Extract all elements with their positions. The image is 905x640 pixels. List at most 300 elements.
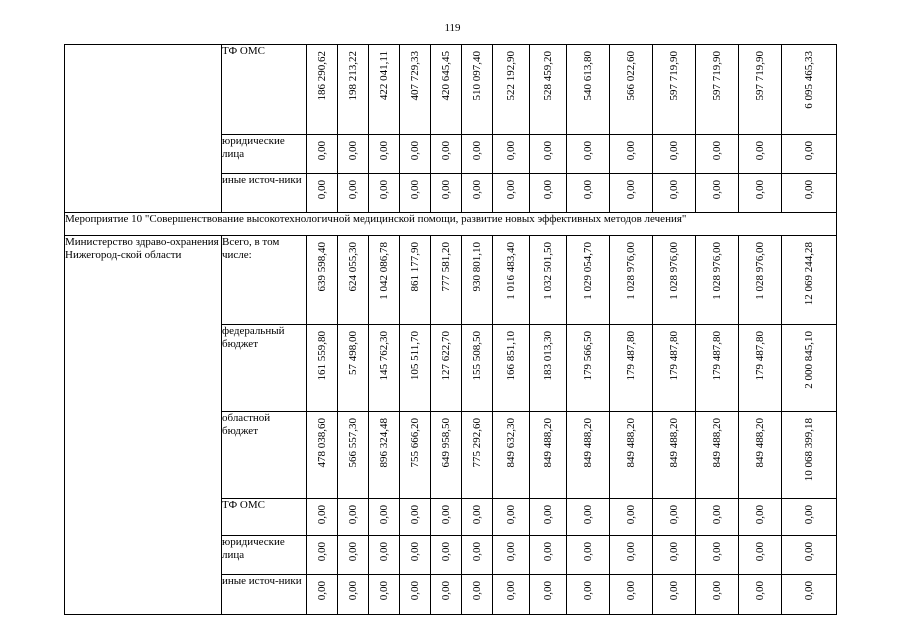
value-text: 597 719,90: [753, 51, 766, 101]
value-text: 161 559,80: [315, 331, 328, 381]
value-text: 0,00: [408, 542, 421, 562]
value-wrap: [739, 536, 781, 574]
value-wrap: [493, 499, 529, 535]
value-text: 127 622,70: [439, 331, 452, 381]
value-text: 0,00: [408, 180, 421, 200]
value-text: 0,00: [710, 141, 723, 161]
value-wrap: [369, 575, 399, 614]
value-cell: [610, 499, 653, 536]
value-text: 407 729,33: [408, 51, 421, 101]
value-cell: [610, 412, 653, 499]
value-cell: [530, 45, 567, 135]
value-cell: [782, 135, 837, 174]
value-wrap: [530, 536, 566, 574]
value-cell: [696, 45, 739, 135]
value-cell: [307, 174, 338, 213]
value-cell: [739, 412, 782, 499]
value-wrap: [431, 536, 461, 574]
event-title-cell: [65, 213, 837, 236]
value-wrap: [307, 45, 337, 134]
value-cell: [369, 135, 400, 174]
value-text: 0,00: [624, 542, 637, 562]
value-cell: [493, 236, 530, 325]
value-text: 0,00: [346, 542, 359, 562]
value-wrap: [431, 575, 461, 614]
value-cell: [610, 45, 653, 135]
value-wrap: [739, 412, 781, 498]
value-cell: [307, 575, 338, 615]
value-text: 186 290,62: [315, 51, 328, 101]
value-cell: [493, 325, 530, 412]
value-text: 0,00: [541, 505, 554, 525]
value-wrap: [530, 236, 566, 324]
value-wrap: [462, 575, 492, 614]
value-cell: [431, 575, 462, 615]
value-wrap: [696, 236, 738, 324]
value-wrap: [739, 236, 781, 324]
value-text: 639 598,40: [315, 242, 328, 292]
value-cell: [653, 174, 696, 213]
value-wrap: [400, 236, 430, 324]
value-cell: [782, 325, 837, 412]
value-wrap: [653, 174, 695, 212]
value-text: 861 177,90: [408, 242, 421, 292]
value-wrap: [567, 45, 609, 134]
value-wrap: [462, 45, 492, 134]
value-cell: [653, 236, 696, 325]
value-text: 12 069 244,28: [802, 242, 815, 306]
budget-table: [64, 44, 837, 615]
value-wrap: [567, 135, 609, 173]
value-text: 0,00: [541, 542, 554, 562]
value-text: 0,00: [710, 581, 723, 601]
value-wrap: [530, 412, 566, 498]
value-cell: [610, 236, 653, 325]
value-cell: [739, 236, 782, 325]
value-cell: [462, 499, 493, 536]
value-text: 896 324,48: [377, 418, 390, 468]
funding-source-label: иные источ-ники: [222, 575, 302, 587]
value-cell: [493, 135, 530, 174]
value-text: 198 213,22: [346, 51, 359, 101]
value-cell: [782, 236, 837, 325]
value-text: 0,00: [439, 581, 452, 601]
value-text: 0,00: [753, 542, 766, 562]
value-wrap: [696, 174, 738, 212]
value-cell: [696, 325, 739, 412]
value-text: 0,00: [504, 505, 517, 525]
value-wrap: [567, 499, 609, 535]
value-text: 0,00: [667, 505, 680, 525]
value-text: 0,00: [346, 141, 359, 161]
value-text: 0,00: [346, 505, 359, 525]
value-cell: [739, 174, 782, 213]
value-wrap: [462, 499, 492, 535]
value-text: 0,00: [504, 180, 517, 200]
value-wrap: [696, 499, 738, 535]
value-text: 0,00: [315, 141, 328, 161]
value-text: 179 487,80: [624, 331, 637, 381]
value-text: 0,00: [667, 180, 680, 200]
value-text: 0,00: [504, 581, 517, 601]
value-text: 10 068 399,18: [802, 418, 815, 482]
value-wrap: [739, 325, 781, 411]
value-text: 0,00: [710, 505, 723, 525]
value-text: 1 016 483,40: [504, 242, 517, 300]
value-wrap: [782, 45, 836, 134]
value-text: 0,00: [753, 505, 766, 525]
value-text: 0,00: [541, 581, 554, 601]
value-cell: [462, 325, 493, 412]
value-wrap: [653, 536, 695, 574]
value-cell: [338, 412, 369, 499]
value-cell: [400, 236, 431, 325]
value-text: 0,00: [315, 581, 328, 601]
value-wrap: [610, 412, 652, 498]
value-text: 0,00: [667, 581, 680, 601]
value-wrap: [567, 536, 609, 574]
value-text: 0,00: [504, 542, 517, 562]
value-cell: [431, 45, 462, 135]
value-wrap: [530, 575, 566, 614]
value-text: 0,00: [624, 581, 637, 601]
value-cell: [530, 236, 567, 325]
value-cell: [530, 575, 567, 615]
value-text: 0,00: [470, 581, 483, 601]
value-wrap: [307, 575, 337, 614]
value-text: 0,00: [802, 141, 815, 161]
value-text: 0,00: [581, 180, 594, 200]
value-wrap: [739, 174, 781, 212]
value-cell: [369, 236, 400, 325]
value-wrap: [567, 174, 609, 212]
value-cell: [369, 174, 400, 213]
value-cell: [530, 325, 567, 412]
value-text: 0,00: [667, 141, 680, 161]
value-wrap: [739, 499, 781, 535]
value-wrap: [696, 536, 738, 574]
value-wrap: [462, 325, 492, 411]
value-wrap: [610, 575, 652, 614]
value-cell: [696, 236, 739, 325]
value-text: 57 498,00: [346, 331, 359, 375]
value-text: 624 055,30: [346, 242, 359, 292]
value-text: 179 487,80: [710, 331, 723, 381]
value-wrap: [493, 174, 529, 212]
value-wrap: [307, 236, 337, 324]
value-cell: [462, 575, 493, 615]
value-text: 0,00: [377, 180, 390, 200]
value-text: 0,00: [470, 180, 483, 200]
funding-source-cell: [222, 135, 307, 174]
value-cell: [431, 325, 462, 412]
organization-name: Министерство здраво-охранения Нижегород-ской области: [65, 236, 219, 261]
value-cell: [653, 45, 696, 135]
value-cell: [567, 45, 610, 135]
value-wrap: [493, 575, 529, 614]
value-wrap: [653, 412, 695, 498]
value-cell: [530, 499, 567, 536]
value-text: 849 488,20: [710, 418, 723, 468]
value-cell: [431, 174, 462, 213]
value-wrap: [739, 135, 781, 173]
value-wrap: [369, 412, 399, 498]
value-cell: [307, 536, 338, 575]
value-text: 566 022,60: [624, 51, 637, 101]
value-text: 0,00: [377, 505, 390, 525]
value-cell: [530, 135, 567, 174]
value-cell: [567, 236, 610, 325]
value-wrap: [696, 575, 738, 614]
value-wrap: [567, 325, 609, 411]
value-wrap: [653, 45, 695, 134]
value-wrap: [782, 575, 836, 614]
value-cell: [610, 325, 653, 412]
value-wrap: [493, 536, 529, 574]
value-cell: [307, 325, 338, 412]
value-text: 179 487,80: [667, 331, 680, 381]
value-cell: [493, 412, 530, 499]
value-text: 0,00: [346, 581, 359, 601]
value-wrap: [530, 325, 566, 411]
value-text: 1 028 976,00: [710, 242, 723, 300]
value-text: 0,00: [377, 542, 390, 562]
value-cell: [462, 536, 493, 575]
value-text: 755 666,20: [408, 418, 421, 468]
value-wrap: [462, 236, 492, 324]
value-text: 0,00: [802, 180, 815, 200]
funding-source-cell: [222, 412, 307, 499]
value-cell: [431, 236, 462, 325]
value-cell: [462, 236, 493, 325]
value-wrap: [530, 174, 566, 212]
value-cell: [400, 45, 431, 135]
value-text: 0,00: [581, 581, 594, 601]
value-cell: [369, 575, 400, 615]
value-text: 0,00: [377, 581, 390, 601]
value-wrap: [431, 174, 461, 212]
value-wrap: [493, 412, 529, 498]
value-text: 155 508,50: [470, 331, 483, 381]
value-wrap: [431, 236, 461, 324]
value-wrap: [431, 325, 461, 411]
value-cell: [431, 412, 462, 499]
value-cell: [567, 499, 610, 536]
value-cell: [338, 135, 369, 174]
funding-source-cell: [222, 45, 307, 135]
value-wrap: [493, 236, 529, 324]
value-text: 849 488,20: [541, 418, 554, 468]
value-text: 0,00: [667, 542, 680, 562]
value-text: 1 042 086,78: [377, 242, 390, 300]
value-cell: [338, 174, 369, 213]
value-wrap: [610, 325, 652, 411]
value-text: 540 613,80: [581, 51, 594, 101]
value-cell: [739, 325, 782, 412]
value-wrap: [653, 135, 695, 173]
value-cell: [739, 536, 782, 575]
value-wrap: [782, 325, 836, 411]
value-cell: [307, 236, 338, 325]
value-cell: [530, 174, 567, 213]
value-wrap: [610, 536, 652, 574]
value-text: 0,00: [315, 542, 328, 562]
value-cell: [696, 536, 739, 575]
funding-source-label: ТФ ОМС: [222, 499, 265, 511]
value-text: 849 488,20: [624, 418, 637, 468]
value-text: 166 851,10: [504, 331, 517, 381]
value-cell: [739, 45, 782, 135]
value-text: 528 459,20: [541, 51, 554, 101]
value-cell: [782, 45, 837, 135]
value-cell: [462, 412, 493, 499]
value-cell: [369, 499, 400, 536]
value-wrap: [782, 499, 836, 535]
value-cell: [338, 45, 369, 135]
value-text: 422 041,11: [377, 51, 390, 101]
value-cell: [400, 135, 431, 174]
value-cell: [462, 174, 493, 213]
page-number: 119: [444, 22, 461, 34]
value-text: 849 488,20: [581, 418, 594, 468]
value-wrap: [610, 174, 652, 212]
value-cell: [369, 325, 400, 412]
value-cell: [400, 174, 431, 213]
value-cell: [696, 575, 739, 615]
value-text: 0,00: [802, 542, 815, 562]
value-text: 930 801,10: [470, 242, 483, 292]
value-cell: [338, 236, 369, 325]
value-wrap: [493, 45, 529, 134]
value-cell: [653, 325, 696, 412]
value-wrap: [567, 412, 609, 498]
value-wrap: [369, 174, 399, 212]
value-text: 597 719,90: [710, 51, 723, 101]
value-text: 0,00: [408, 581, 421, 601]
value-wrap: [567, 236, 609, 324]
value-wrap: [338, 575, 368, 614]
value-text: 0,00: [710, 180, 723, 200]
value-wrap: [493, 325, 529, 411]
value-cell: [307, 135, 338, 174]
value-text: 1 028 976,00: [624, 242, 637, 300]
value-cell: [338, 536, 369, 575]
value-wrap: [369, 499, 399, 535]
value-cell: [782, 174, 837, 213]
value-text: 179 487,80: [753, 331, 766, 381]
value-wrap: [307, 499, 337, 535]
value-wrap: [610, 45, 652, 134]
value-wrap: [653, 499, 695, 535]
value-wrap: [530, 499, 566, 535]
value-wrap: [338, 536, 368, 574]
value-text: 0,00: [439, 141, 452, 161]
value-text: 522 192,90: [504, 51, 517, 101]
value-cell: [782, 536, 837, 575]
value-wrap: [338, 174, 368, 212]
organization-cell: [65, 45, 222, 213]
value-text: 0,00: [581, 505, 594, 525]
value-cell: [530, 536, 567, 575]
value-wrap: [610, 236, 652, 324]
value-text: 0,00: [624, 505, 637, 525]
value-cell: [530, 412, 567, 499]
value-wrap: [653, 575, 695, 614]
value-wrap: [338, 325, 368, 411]
value-wrap: [696, 325, 738, 411]
value-cell: [493, 499, 530, 536]
value-text: 0,00: [470, 542, 483, 562]
value-text: 0,00: [541, 141, 554, 161]
value-text: 0,00: [470, 141, 483, 161]
organization-cell: [65, 236, 222, 615]
value-wrap: [431, 412, 461, 498]
funding-source-label: ТФ ОМС: [222, 45, 265, 57]
value-cell: [610, 575, 653, 615]
value-cell: [307, 45, 338, 135]
funding-source-label: юридические лица: [222, 536, 285, 561]
event-row: [65, 213, 837, 236]
value-wrap: [462, 135, 492, 173]
value-wrap: [400, 135, 430, 173]
value-wrap: [462, 536, 492, 574]
value-cell: [431, 536, 462, 575]
funding-source-cell: [222, 499, 307, 536]
funding-source-label: юридические лица: [222, 135, 285, 160]
value-wrap: [369, 325, 399, 411]
value-wrap: [530, 135, 566, 173]
value-cell: [610, 135, 653, 174]
value-cell: [338, 575, 369, 615]
value-text: 849 488,20: [753, 418, 766, 468]
value-wrap: [653, 325, 695, 411]
value-wrap: [431, 45, 461, 134]
value-cell: [400, 412, 431, 499]
value-text: 0,00: [581, 141, 594, 161]
value-cell: [400, 536, 431, 575]
value-wrap: [307, 135, 337, 173]
value-text: 0,00: [408, 505, 421, 525]
value-cell: [493, 45, 530, 135]
value-cell: [653, 135, 696, 174]
value-wrap: [338, 135, 368, 173]
value-wrap: [782, 412, 836, 498]
value-cell: [338, 499, 369, 536]
value-cell: [610, 536, 653, 575]
value-cell: [493, 575, 530, 615]
value-wrap: [307, 536, 337, 574]
value-cell: [782, 412, 837, 499]
value-wrap: [431, 499, 461, 535]
value-text: 0,00: [624, 180, 637, 200]
value-text: 849 632,30: [504, 418, 517, 468]
value-wrap: [307, 325, 337, 411]
value-text: 0,00: [315, 180, 328, 200]
value-wrap: [739, 575, 781, 614]
value-cell: [338, 325, 369, 412]
value-text: 0,00: [541, 180, 554, 200]
value-wrap: [369, 236, 399, 324]
value-cell: [462, 135, 493, 174]
value-wrap: [400, 499, 430, 535]
value-text: 2 000 845,10: [802, 331, 815, 389]
value-wrap: [782, 236, 836, 324]
value-cell: [696, 499, 739, 536]
value-text: 1 029 054,70: [581, 242, 594, 300]
value-wrap: [462, 412, 492, 498]
value-text: 6 095 465,33: [802, 51, 815, 109]
value-text: 0,00: [439, 505, 452, 525]
